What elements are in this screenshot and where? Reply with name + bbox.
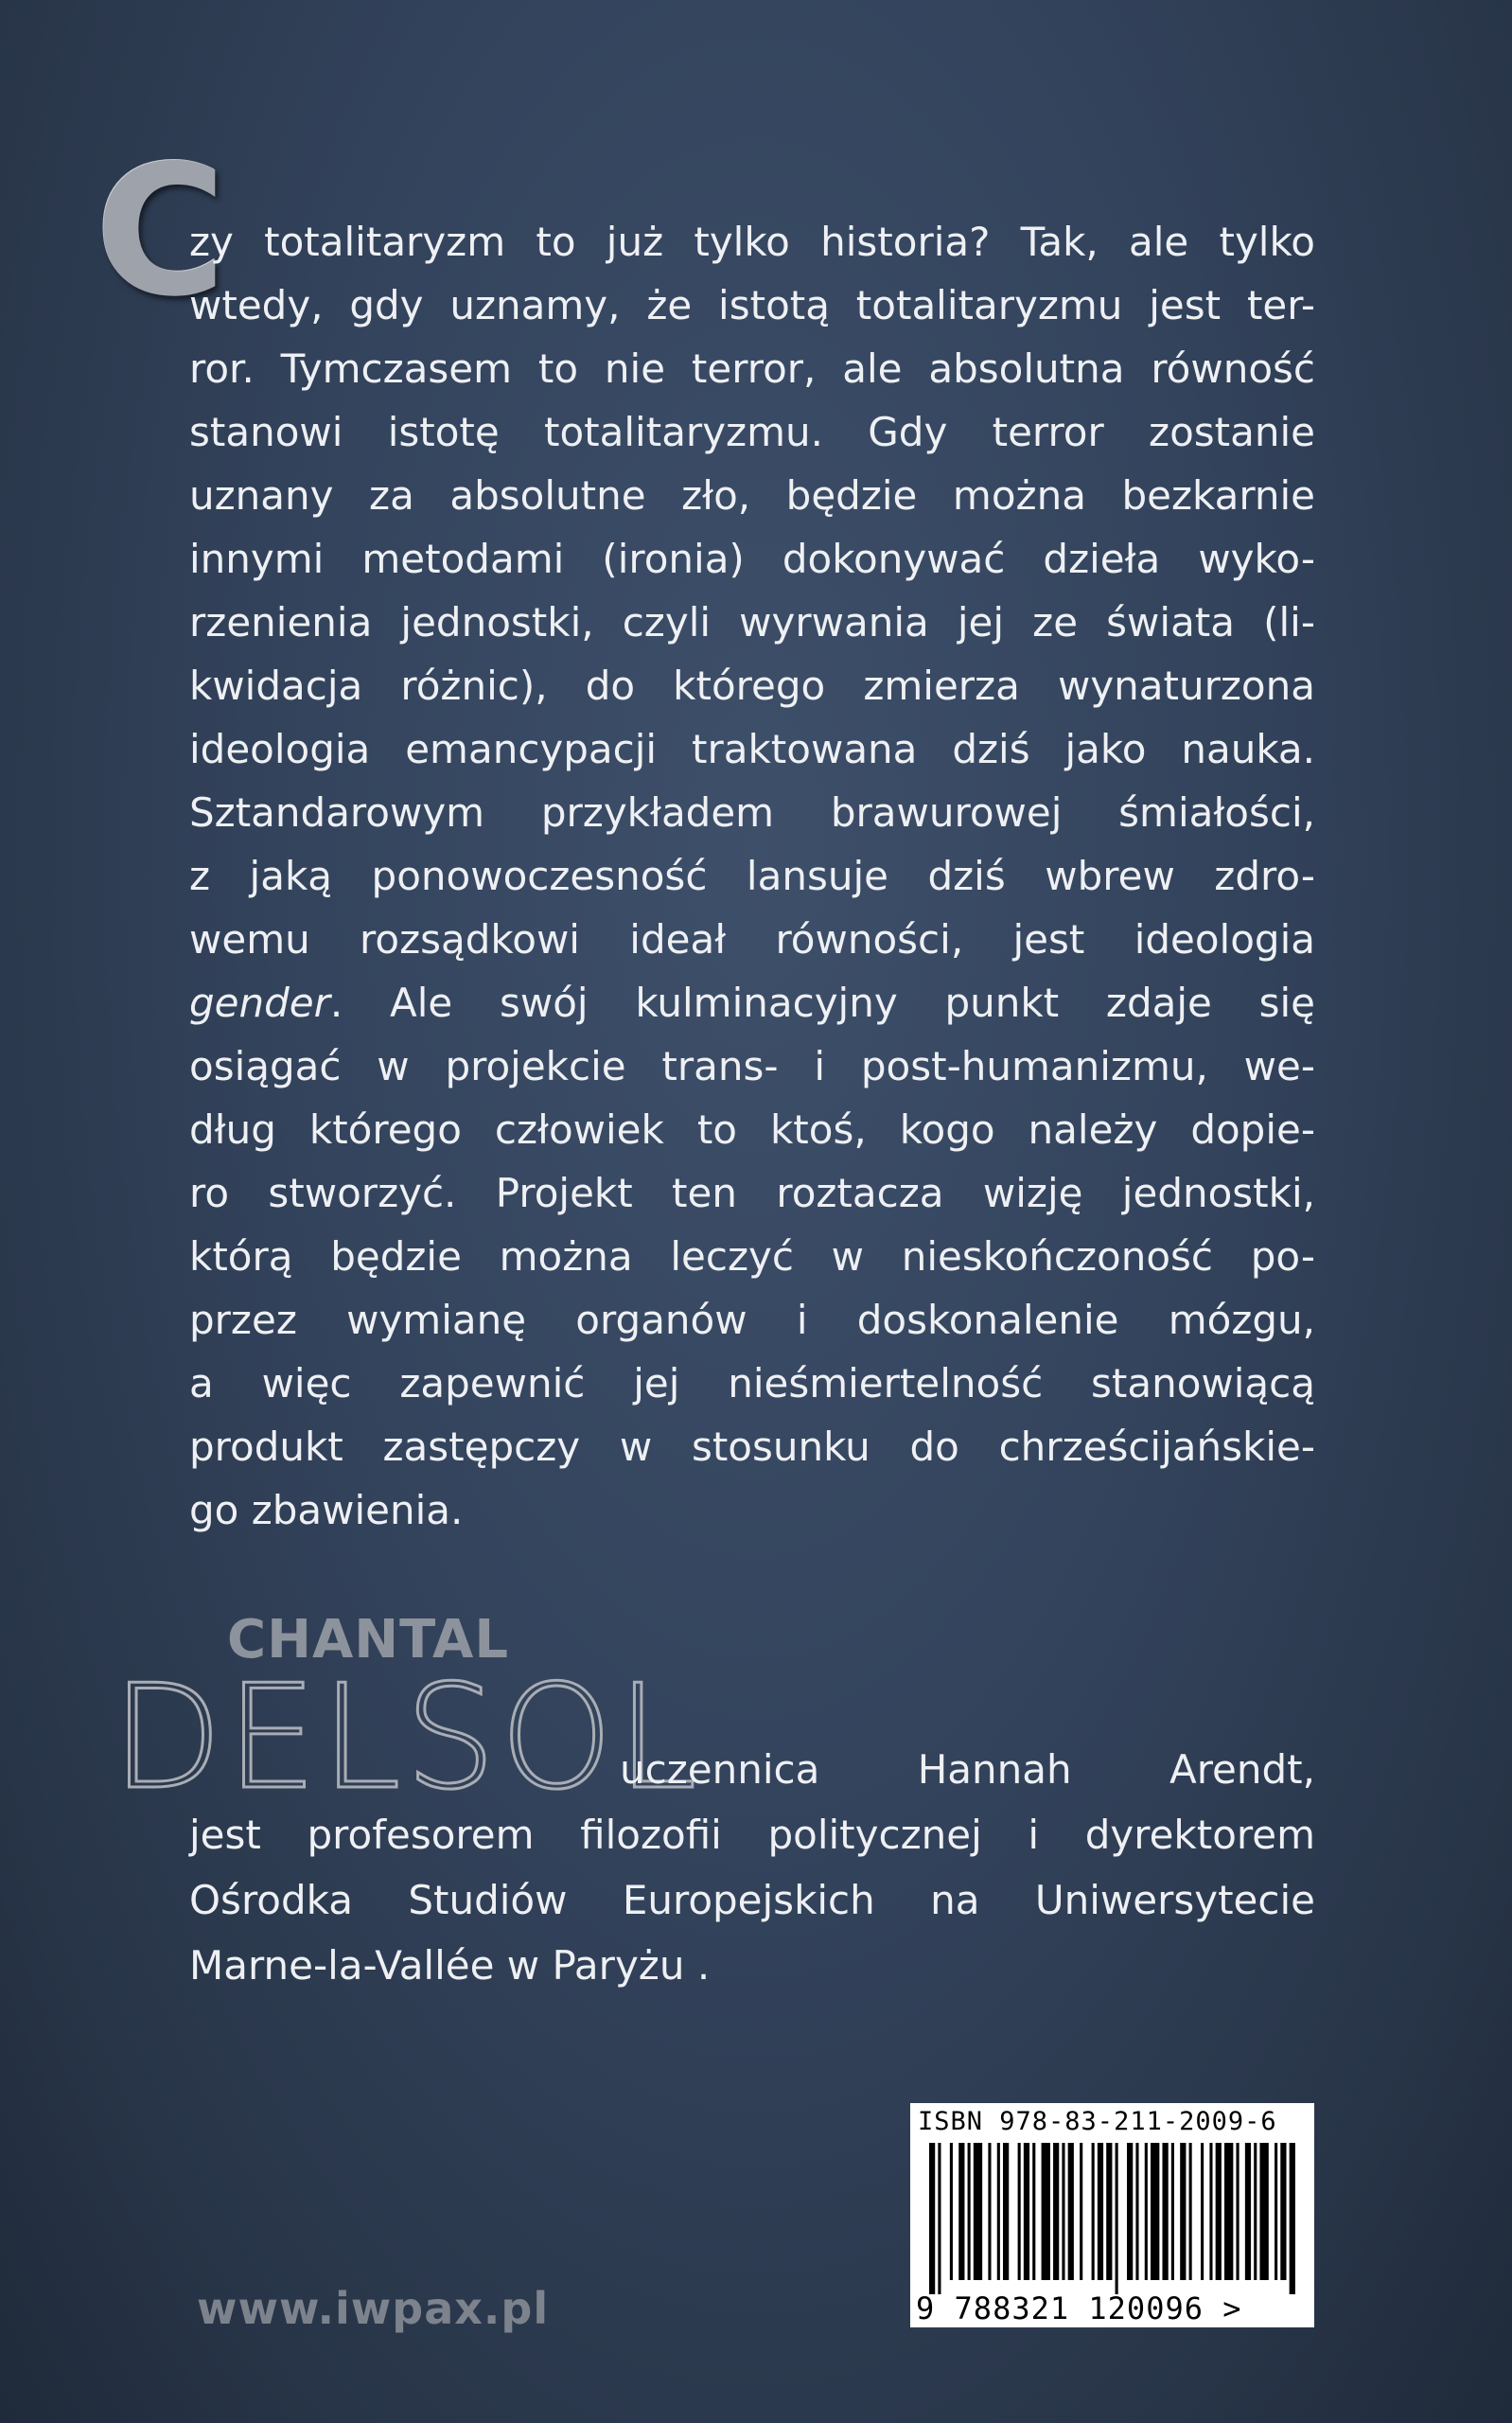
bio-line: Ośrodka Studiów Europejskich na Uniwersytecie bbox=[189, 1877, 1315, 1923]
barcode-bar bbox=[968, 2143, 971, 2280]
blurb-line: ror. Tymczasem to nie terror, ale absolutna równość bbox=[189, 345, 1315, 392]
barcode-bar bbox=[1053, 2143, 1059, 2280]
author-first-name: CHANTAL bbox=[227, 1609, 510, 1671]
barcode-bar bbox=[997, 2143, 1000, 2280]
barcode-bars bbox=[929, 2143, 1298, 2294]
blurb-line: z jaką ponowoczesność lansuje dziś wbrew zdro- bbox=[189, 853, 1315, 899]
blurb-line: kwidacja różnic), do którego zmierza wynaturzona bbox=[189, 663, 1315, 709]
blurb-line: osiągać w projekcie trans- i post-humanizmu, we- bbox=[189, 1043, 1315, 1089]
blurb-line: stanowi istotę totalitaryzmu. Gdy terror zostanie bbox=[189, 409, 1315, 455]
barcode-bar bbox=[988, 2143, 991, 2280]
blurb-line: wemu rozsądkowi ideał równości, jest ideologia bbox=[189, 916, 1315, 963]
barcode-bar bbox=[1145, 2143, 1148, 2280]
italic-term: gender bbox=[189, 980, 330, 1026]
barcode-bar bbox=[1135, 2143, 1138, 2280]
barcode-bar bbox=[1032, 2143, 1035, 2280]
blurb-line: rzenienia jednostki, czyli wyrwania jej ze świata (li- bbox=[189, 599, 1315, 646]
blurb-line: zy totalitaryzm to już tylko historia? Tak, ale tylko bbox=[189, 219, 1315, 265]
barcode-bar bbox=[958, 2143, 964, 2280]
barcode-bar bbox=[1162, 2143, 1168, 2280]
blurb-line: uznany za absolutne zło, będzie można bezkarnie bbox=[189, 472, 1315, 519]
blurb-line: go zbawienia. bbox=[189, 1487, 464, 1533]
blurb-line: którą będzie można leczyć w nieskończoność po- bbox=[189, 1233, 1315, 1280]
blurb-line: wtedy, gdy uznamy, że istotą totalitaryzmu jest ter- bbox=[189, 282, 1315, 328]
bio-line: Marne-la-Vallée w Paryżu . bbox=[189, 1942, 711, 1989]
barcode-bar bbox=[1224, 2143, 1233, 2280]
isbn-label: ISBN 978-83-211-2009-6 bbox=[918, 2107, 1277, 2136]
barcode-bar bbox=[1092, 2143, 1095, 2280]
bio-line: jest profesorem filozofii politycznej i dyrektorem bbox=[189, 1812, 1315, 1858]
barcode-bar bbox=[1042, 2143, 1050, 2280]
drop-cap: C bbox=[95, 127, 227, 336]
barcode-bar bbox=[1080, 2143, 1082, 2280]
author-bio bbox=[189, 1737, 1315, 1998]
barcode-bar bbox=[1209, 2143, 1212, 2280]
barcode-bar bbox=[1018, 2143, 1021, 2280]
barcode-bar bbox=[1171, 2143, 1174, 2280]
barcode-bar bbox=[1151, 2143, 1159, 2280]
barcode-bar bbox=[950, 2143, 953, 2280]
barcode-bar bbox=[1116, 2143, 1118, 2294]
ean-digits: 9 788321 120096 > bbox=[916, 2290, 1242, 2326]
barcode-bar bbox=[1127, 2143, 1133, 2280]
barcode-bar bbox=[1236, 2143, 1239, 2280]
barcode-bar bbox=[1003, 2143, 1009, 2280]
barcode-bar bbox=[1254, 2143, 1257, 2280]
blurb-text bbox=[189, 210, 1315, 1542]
barcode-bar bbox=[929, 2143, 935, 2294]
barcode-bar bbox=[1280, 2143, 1286, 2280]
barcode-bar bbox=[1106, 2143, 1112, 2280]
barcode-bar bbox=[1201, 2143, 1204, 2280]
author-last-name: DELSOL bbox=[112, 1654, 701, 1821]
publisher-website: www.iwpax.pl bbox=[197, 2283, 550, 2334]
barcode-bar bbox=[1180, 2143, 1186, 2280]
barcode-bar bbox=[1062, 2143, 1064, 2280]
barcode-bar bbox=[1259, 2143, 1268, 2280]
barcode-bar bbox=[1189, 2143, 1192, 2280]
blurb-line: innymi metodami (ironia) dokonywać dzieła wyko- bbox=[189, 536, 1315, 582]
barcode-bar bbox=[1290, 2143, 1295, 2294]
barcode-bar bbox=[1068, 2143, 1074, 2280]
blurb-line: przez wymianę organów i doskonalenie mózgu, bbox=[189, 1297, 1315, 1343]
blurb-line: produkt zastępczy w stosunku do chrześcijańskie- bbox=[189, 1424, 1315, 1470]
isbn-barcode bbox=[910, 2103, 1314, 2327]
blurb-line: a więc zapewnić jej nieśmiertelność stanowiącą bbox=[189, 1360, 1315, 1406]
blurb-line: ideologia emancypacji traktowana dziś jako nauka. bbox=[189, 726, 1315, 772]
barcode-bar bbox=[1024, 2143, 1029, 2280]
barcode-bar bbox=[1216, 2143, 1222, 2280]
barcode-bar bbox=[938, 2143, 941, 2294]
blurb-line: dług którego człowiek to ktoś, kogo należy dopie- bbox=[189, 1106, 1315, 1153]
bio-line: uczennica Hannah Arendt, bbox=[620, 1746, 1315, 1793]
blurb-line: Sztandarowym przykładem brawurowej śmiałości, bbox=[189, 789, 1315, 836]
barcode-bar bbox=[1245, 2143, 1251, 2280]
blurb-line-rest: . Ale swój kulminacyjny punkt zdaje się bbox=[329, 980, 1315, 1026]
blurb-line: ro stworzyć. Projekt ten roztacza wizję jednostki, bbox=[189, 1170, 1315, 1216]
blurb-line bbox=[189, 971, 1315, 1035]
barcode-bar bbox=[1275, 2143, 1277, 2280]
barcode-bar bbox=[1098, 2143, 1103, 2280]
barcode-bar bbox=[974, 2143, 982, 2280]
